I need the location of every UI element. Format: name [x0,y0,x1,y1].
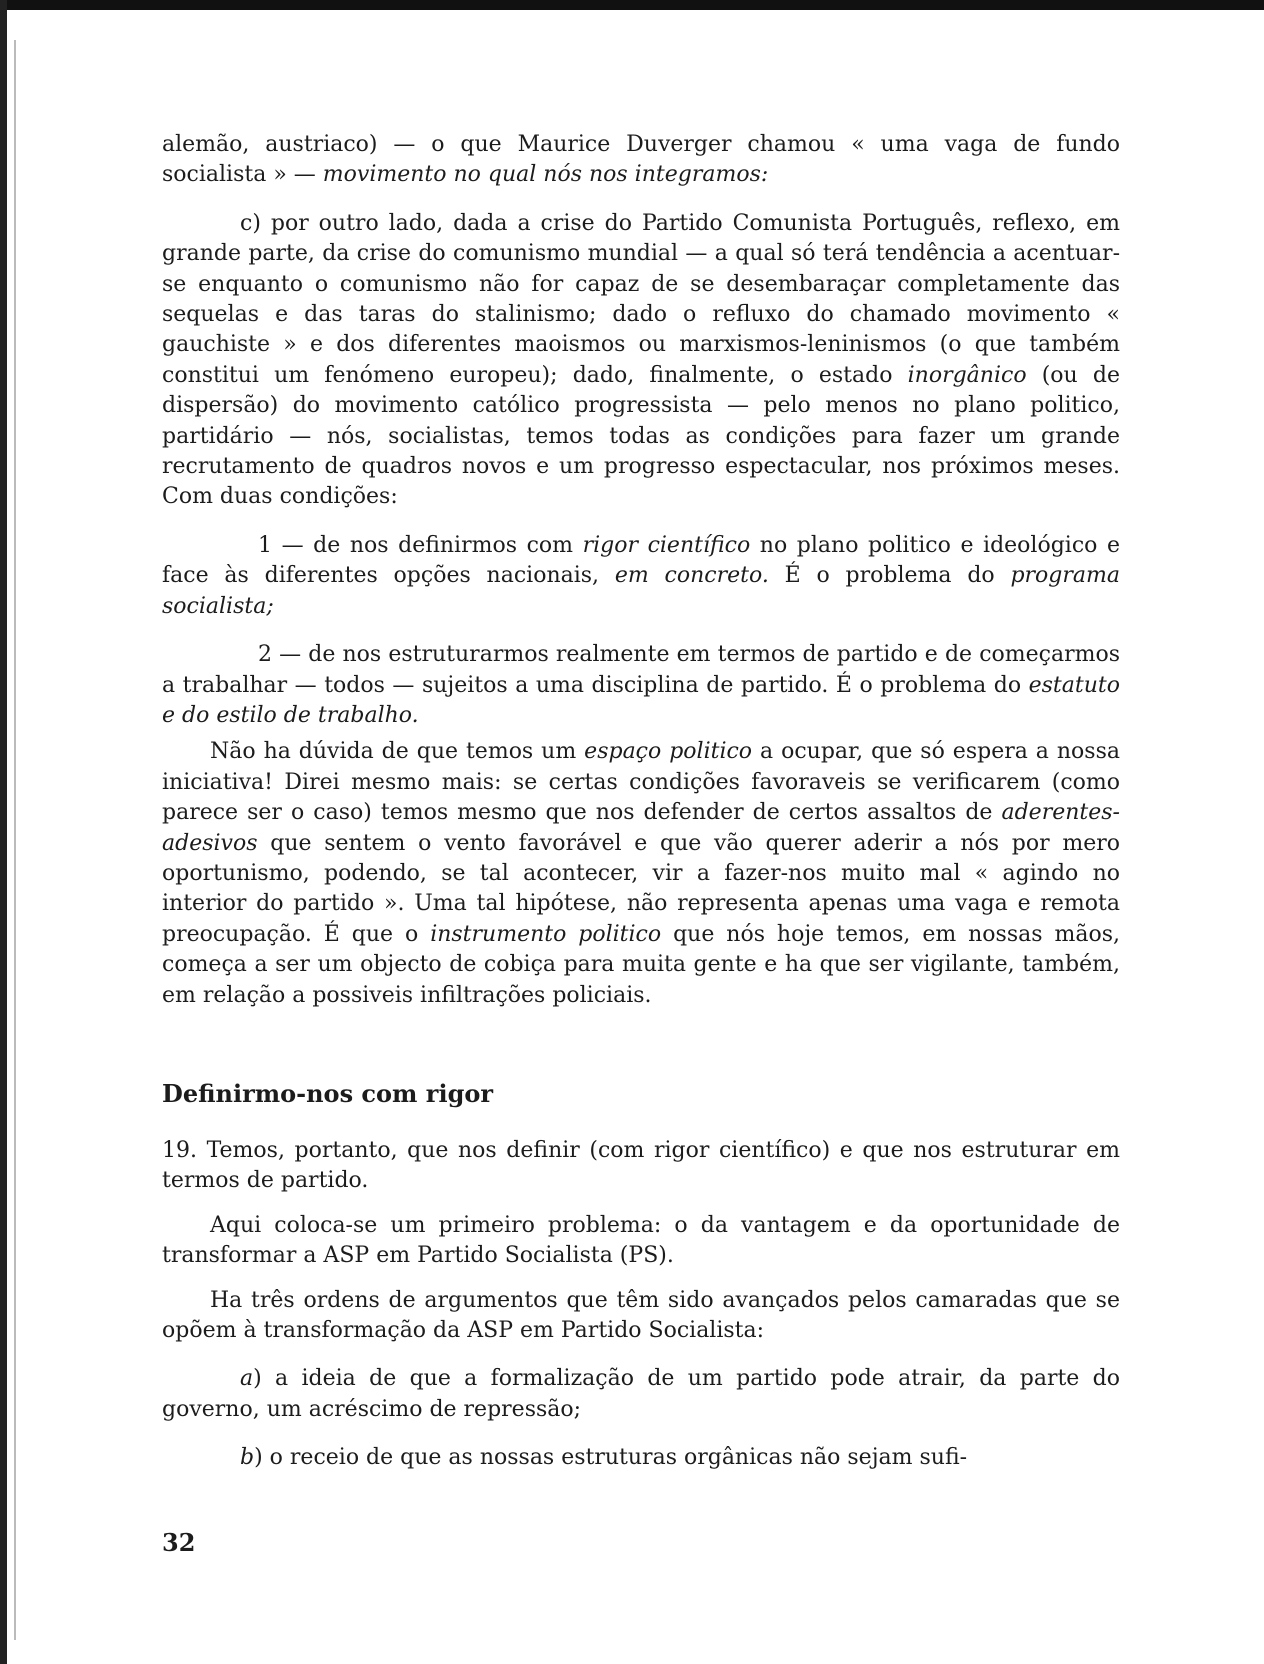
italic-text-segment: em concreto. [614,563,769,589]
numbered-condition-1 [162,531,1120,622]
italic-text-segment: programa socialista; [162,563,1120,619]
text-segment: ) a ideia de que a formalização de um partido pode atrair, da parte do governo, um acréscimo de repressão; [162,1366,1120,1422]
text-segment: a ocupar, que só espera a nossa iniciativa! Direi mesmo mais: se certas condições favoraveis se verificarem (como parece ser o caso) temos mesmo que nos defender de certos assaltos de [162,739,1120,826]
italic-text-segment: b [240,1445,255,1471]
paragraph-19 [162,1136,1120,1197]
paragraph-tres-ordens [162,1286,1120,1347]
italic-text-segment: instrumento politico [430,921,662,947]
section-heading [162,1079,1120,1108]
text-segment: 1 — de nos definirmos com [258,532,583,558]
text-segment: que sentem o vento favorável e que vão querer aderir a nós por mero oportunismo, podendo, se tal acontecer, vir a fazer-nos muito mal « agindo no interior do partido ». Uma tal hipótese, não representa apenas uma vaga e remota preocupação. É que o [162,830,1120,947]
text-segment: ) o receio de que as nossas estruturas orgânicas não sejam sufi- [254,1445,968,1471]
text-segment: alemão, austriaco) — o que Maurice Duverger chamou « uma vaga de fundo socialista » — [162,132,1120,188]
italic-text-segment: movimento no qual nós nos integramos: [322,162,769,188]
list-item-b [162,1443,1120,1473]
list-item-a [162,1364,1120,1425]
page-top-border [0,0,1264,10]
text-segment: Não ha dúvida de que temos um [210,739,585,765]
text-segment: 19. Temos, portanto, que nos definir (com rigor científico) e que nos estruturar em termos de partido. [162,1137,1120,1194]
numbered-condition-2 [162,640,1120,731]
list-item-c [162,209,1120,513]
text-segment: que nós hoje temos, em nossas mãos, começa a ser um objecto de cobiça para muita gente e ha que ser vigilante, também, em relação a possiveis infiltrações policiais. [162,921,1120,1008]
text-segment: no plano politico e ideológico e face às diferentes opções nacionais, [162,532,1120,589]
italic-text-segment: aderentes-adesivos [162,800,1120,856]
page-number: 32 [162,1528,196,1557]
italic-text-segment: espaço politico [584,739,753,765]
text-segment: Aqui coloca-se um primeiro problema: o da vantagem e da oportunidade de transformar a ASP em Partido Socialista (PS). [162,1212,1120,1269]
text-segment: É o problema do [768,563,1011,589]
italic-text-segment: rigor científico [582,532,751,558]
page-content [162,130,1120,1474]
italic-text-segment: a [240,1366,254,1392]
text-segment: Definirmo-nos com rigor [162,1078,493,1108]
paragraph-espaco-politico [162,737,1120,1011]
text-segment: (ou de dispersão) do movimento católico progressista — pelo menos no plano politico, partidário — nós, socialistas, temos todas as condições para fazer um grande recrutamento de quadros novos e um progresso espectacular, nos próximos meses. Com duas condições: [162,362,1120,510]
page-left-border [0,0,7,1664]
paragraph-continuation [162,130,1120,191]
paragraph-primeiro-problema [162,1211,1120,1272]
italic-text-segment: inorgânico [907,362,1027,388]
text-segment: c) por outro lado, dada a crise do Partido Comunista Português, reflexo, em grande parte, da crise do comunismo mundial — a qual só terá tendência a acentuar-se enquanto o comunismo não for capaz de se desembaraçar completamente das sequelas e das taras do stalinismo; dado o refluxo do chamado movimento « gauchiste » e dos diferentes maoismos ou marxismos-leninismos (o que também constitui um fenómeno europeu); dado, finalmente, o estado [162,210,1120,388]
text-segment: 2 — de nos estruturarmos realmente em termos de partido e de começarmos a trabalhar — todos — sujeitos a uma disciplina de partido. É o problema do [162,642,1120,698]
italic-text-segment: estatuto e do estilo de trabalho. [162,672,1120,728]
text-segment: Ha três ordens de argumentos que têm sido avançados pelos camaradas que se opõem à transformação da ASP em Partido Socialista: [162,1287,1120,1343]
page-left-edge-line [14,40,16,1640]
